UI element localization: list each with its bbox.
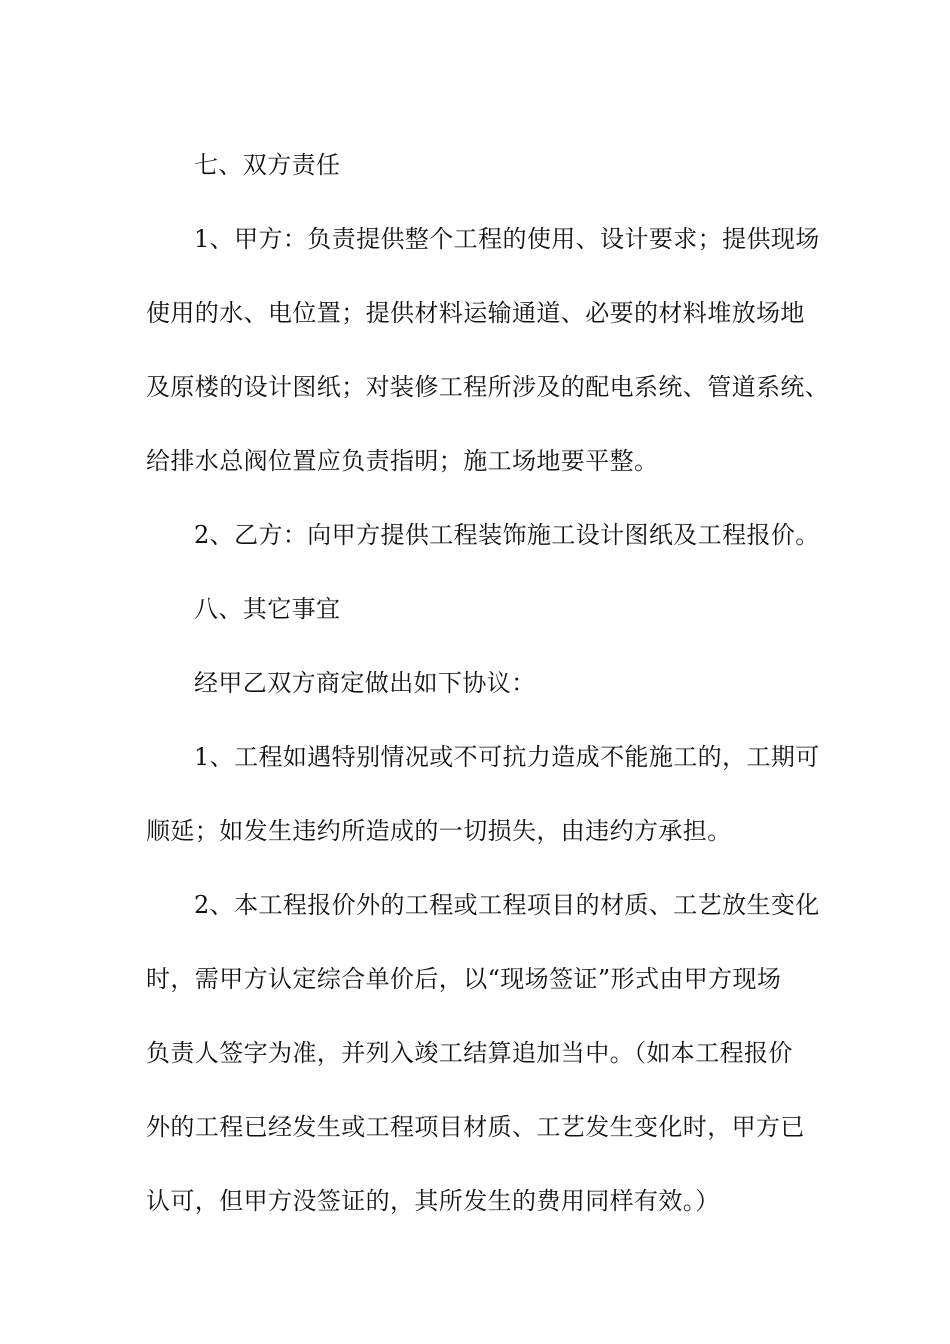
paragraph-line: 2、乙方：向甲方提供工程装饰施工设计图纸及工程报价。 [194, 521, 820, 549]
paragraph-line: 认可，但甲方没签证的，其所发生的费用同样有效。） [146, 1187, 720, 1215]
section8-item2-paragraph [146, 868, 826, 1238]
paragraph-line: 时，需甲方认定综合单价后，以“现场签证”形式由甲方现场 [146, 965, 782, 993]
paragraph-line: 顺延；如发生违约所造成的一切损失，由违约方承担。 [146, 817, 732, 845]
paragraph-line: 2、本工程报价外的工程或工程项目的材质、工艺放生变化 [194, 891, 820, 919]
paragraph-line: 负责人签字为准，并列入竣工结算追加当中。（如本工程报价 [146, 1039, 793, 1067]
paragraph-line: 及原楼的设计图纸；对装修工程所涉及的配电系统、管道系统、 [146, 373, 830, 401]
paragraph-line: 经甲乙双方商定做出如下协议： [194, 669, 536, 697]
paragraph-line: 外的工程已经发生或工程项目材质、工艺发生变化时，甲方已 [146, 1113, 805, 1141]
section7-item2-paragraph [146, 498, 826, 572]
section8-item1-paragraph [146, 720, 826, 868]
document-body [146, 128, 830, 1238]
section7-heading [146, 128, 826, 202]
section7-item1-paragraph [146, 202, 830, 498]
paragraph-line: 使用的水、电位置；提供材料运输通道、必要的材料堆放场地 [146, 299, 805, 327]
section8-heading [146, 572, 826, 646]
section7-heading-text: 七、双方责任 [194, 151, 341, 179]
paragraph-line: 1、甲方：负责提供整个工程的使用、设计要求；提供现场 [194, 225, 820, 253]
paragraph-line: 1、工程如遇特别情况或不可抗力造成不能施工的，工期可 [194, 743, 820, 771]
section8-intro-paragraph [146, 646, 826, 720]
section8-heading-text: 八、其它事宜 [194, 595, 341, 623]
paragraph-line: 给排水总阀位置应负责指明；施工场地要平整。 [146, 447, 659, 475]
